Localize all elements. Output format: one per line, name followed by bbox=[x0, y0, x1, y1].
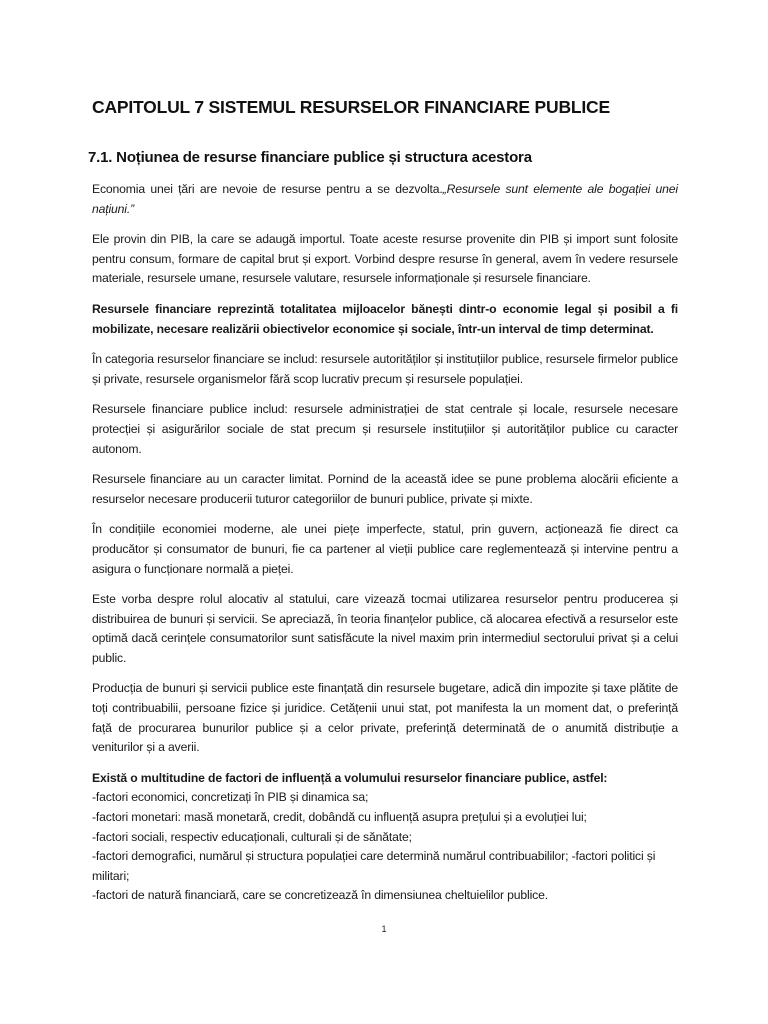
paragraph-limited: Resursele financiare au un caracter limitat. Pornind de la această idee se pune problema alocării eficiente a resurselor necesare producerii tuturor categoriilor de bunuri publice, private și mixte. bbox=[92, 472, 678, 506]
paragraph-allocative-role: Este vorba despre rolul alocativ al statului, care vizează tocmai utilizarea resurselor pentru producerea și distribuirea de bunuri și servicii. Se apreciază, în teoria finanțelor publice, că alocarea efectivă a resurselor este optimă dacă cerințele consumatorilor sunt satisfăcute la nivel maxim prin intermediul sectorului privat și a celui public. bbox=[92, 592, 678, 665]
factor-item: -factori economici, concretizați în PIB și dinamica sa; bbox=[92, 790, 369, 805]
intro-text: Economia unei țări are nevoie de resurse pentru a se dezvolta. bbox=[92, 182, 443, 196]
paragraph-public-resources: Resursele financiare publice includ: resursele administrației de stat centrale și locale, resursele necesare protecției și asigurărilor sociale de stat precum și resursele instituțiilor și autorităților publice cu caracter autonom. bbox=[92, 402, 678, 456]
factor-item: -factori demografici, numărul și structura populației care determină numărul contribuabililor; -factori politici și militari; bbox=[92, 849, 656, 883]
factor-item: -factori de natură financiară, care se concretizează în dimensiunea cheltuielilor publice. bbox=[92, 888, 548, 903]
paragraph-categories: În categoria resurselor financiare se includ: resursele autorităților și instituțiilor publice, resursele firmelor publice și private, resursele organismelor fără scop lucrativ precum și resursele populației. bbox=[92, 352, 678, 386]
factors-lead: Există o multitudine de factori de influență a volumului resurselor financiare publice, astfel: bbox=[92, 770, 608, 785]
intro-quote: „Resursele sunt elemente ale bogației unei națiuni.” bbox=[92, 182, 678, 216]
factor-item: -factori monetari: masă monetară, credit, dobândă cu influență asupra prețului și a evoluției lui; bbox=[92, 810, 587, 825]
factor-item: -factori sociali, respectiv educaționali, culturali și de sănătate; bbox=[92, 829, 412, 844]
page-number: 1 bbox=[381, 924, 387, 934]
paragraph-definition: Resursele financiare reprezintă totalitatea mijloacelor bănești dintr-o economie legal și posibil a fi mobilizate, necesare realizării obiectivelor economice și sociale, într-un interval de timp determinat. bbox=[92, 301, 678, 336]
chapter-title: CAPITOLUL 7 SISTEMUL RESURSELOR FINANCIARE PUBLICE bbox=[92, 97, 610, 117]
factors-list bbox=[92, 769, 678, 906]
section-title: 7.1. Noțiunea de resurse financiare publice și structura acestora bbox=[88, 149, 532, 166]
paragraph-production: Producția de bunuri și servicii publice este finanțată din resursele bugetare, adică din impozite și taxe plătite de toți contribuabilii, persoane fizice și juridice. Cetățenii unui stat, pot manifesta la un moment dat, o preferință față de procurarea bunurilor publice și a celor private, preferință determinată de o anumită distribuție a veniturilor și a averii. bbox=[92, 681, 678, 755]
page-content bbox=[88, 96, 678, 906]
paragraph-sources: Ele provin din PIB, la care se adaugă importul. Toate aceste resurse provenite din PIB și import sunt folosite pentru consum, formare de capital brut și export. Vorbind despre resurse în general, avem în vedere resursele materiale, resursele umane, resursele valutare, resursele informaționale și resursele financiare. bbox=[92, 232, 678, 286]
intro-paragraph bbox=[92, 180, 678, 219]
paragraph-modern-economy: În condițiile economiei moderne, ale unei piețe imperfecte, statul, prin guvern, acționează fie direct ca producător și consumator de bunuri, fie ca partener al vieții publice care reglementează și intervine pentru a asigura o funcționare normală a pieței. bbox=[92, 522, 678, 576]
